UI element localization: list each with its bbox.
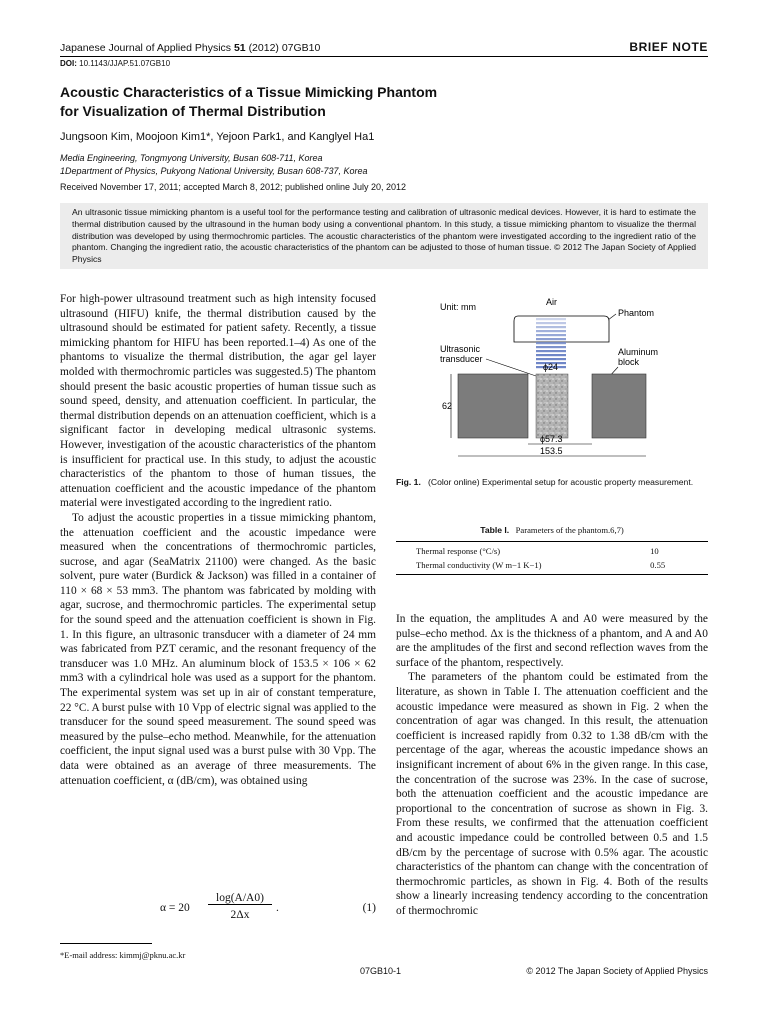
page-number: 07GB10-1 <box>360 966 402 976</box>
doi-link[interactable]: 10.1143/JJAP.51.07GB10 <box>79 59 171 68</box>
footnote-email: *E-mail address: kimmj@pknu.ac.kr <box>60 950 186 960</box>
header-rule <box>60 56 708 57</box>
section-label: BRIEF NOTE <box>629 40 708 54</box>
table-row <box>396 542 708 559</box>
article-title <box>60 83 660 121</box>
equation-number: (1) <box>362 902 376 914</box>
transducer-leader <box>486 359 536 376</box>
equation-denominator: 2Δx <box>230 909 250 921</box>
table-1-caption <box>396 525 708 535</box>
title-line-1: Acoustic Characteristics of a Tissue Mimicking Phantom <box>60 84 438 100</box>
aluminum-block-left <box>458 374 528 438</box>
phantom-sample <box>536 374 568 438</box>
equation-lhs: α = 20 <box>160 902 190 914</box>
journal-name: Japanese Journal of Applied Physics <box>60 42 232 54</box>
journal-issue: (2012) 07GB10 <box>248 42 321 54</box>
fig-unit-label: Unit: mm <box>440 302 476 312</box>
doi-label: DOI: <box>60 59 77 68</box>
journal-volume: 51 <box>233 42 246 54</box>
left-column <box>60 292 376 788</box>
equation-1 <box>160 892 376 928</box>
received-dates: Received November 17, 2011; accepted March 8, 2012; published online July 20, 2012 <box>60 182 407 192</box>
journal-header <box>60 42 320 54</box>
table-cell-value: 0.55 <box>630 558 708 575</box>
table-cell-value: 10 <box>630 542 708 559</box>
table-cell-name: Thermal conductivity (W m−1 K−1) <box>396 558 630 575</box>
phantom-leader <box>608 314 616 320</box>
figure-1 <box>396 294 708 466</box>
fig-block-label: block <box>618 357 640 367</box>
fig-transducer-label: transducer <box>440 354 483 364</box>
table-label: Table I. <box>480 525 510 535</box>
paragraph-method: To adjust the acoustic properties in a tissue mimicking phantom, the attenuation coefficient and the acoustic impedance were measured when the concentrations of thermochromic particles, sucrose, and agar (SeaMatrix 21100) were changed. As the basic solvent, pure water (Burdick & Jackson) was filled in a container of 110 × 68 × 53 mm3. The phantom was fabricated by molding with agar, sucrose, and thermochromic particles. The experimental setup for the sound speed and the attenuation coefficient is shown in Fig. 1. In this figure, an ultrasonic transducer with a diameter of 24 mm was fabricated from PZT ceramic, and the resonant frequency of the transducer was 1.0 MHz. An aluminum block of 153.5 × 106 × 62 mm3 with a cylindrical hole was used as a support for the phantom. The experimental system was set up in air of constant temperature, 22 °C. A burst pulse with 10 Vpp of electric signal was applied to the transducer for the sound speed measurement. The sound speed was measured by the pulse–echo method. Meanwhile, for the attenuation coefficient, the input signal used was a burst pulse with 30 Vpp. The data were obtained as an average of three measurements. The attenuation coefficient, α (dB/cm), was obtained using <box>60 511 376 787</box>
table-1 <box>396 541 708 575</box>
author-list: Jungsoon Kim, Moojoon Kim1*, Yejoon Park1, and Kanglyel Ha1 <box>60 131 375 143</box>
fig-phantom-label: Phantom <box>618 308 655 318</box>
paragraph-intro: For high-power ultrasound treatment such as high intensity focused ultrasound (HIFU) knife, the thermal distribution caused by the ultrasound should be estimated for patient safety. Recently, a tissue mimicking phantom for HIFU has been reported.1–4) As one of the phantoms to visualize the thermal distribution, the agar gel layer molded with thermochromic particles was suggested.5) The phantom should present the basic acoustic properties of human tissue such as sound speed, density, and attenuation coefficient. In particular, the thermal distribution depends on an attenuation coefficient, which is a significant factor in developing medical ultrasonic systems. However, investigation of the acoustic characteristics of the phantom is insufficient for practical use. In this study, to adjust the acoustic characteristics of the phantom to those of human tissues, the attenuation coefficient and the acoustic impedance of the phantom material were investigated according to the ingredient ratio. <box>60 293 376 510</box>
aluminum-block-right <box>592 374 646 438</box>
fig-dim-24: ϕ24 <box>543 362 559 372</box>
table-caption-text: Parameters of the phantom.6,7) <box>515 525 624 535</box>
footer-copyright: © 2012 The Japan Society of Applied Physics <box>526 966 708 976</box>
table-row <box>396 558 708 575</box>
fig-dim-62: 62 <box>442 401 453 411</box>
equation-numerator: log(A/A0) <box>208 892 272 905</box>
fig-caption-text: (Color online) Experimental setup for acoustic property measurement. <box>428 477 694 487</box>
paragraph-equation-explain: In the equation, the amplitudes A and A0 were measured by the pulse–echo method. Δx is the thickness of a phantom, and A and A0 are the amplitudes of the first and second reflection waves from the surface of the phantom, respectively. <box>396 613 708 669</box>
abstract-box: An ultrasonic tissue mimicking phantom is a useful tool for the performance testing and calibration of ultrasonic medical devices. However, it is hard to estimate the thermal distribution caused by the ultrasound in the human body using a conventional phantom. In this study, a tissue mimicking phantom to visualize the thermal distribution was developed by using thermochromic particles. The acoustic characteristics of the phantom were investigated according to the ingredient ratio of the phantom. Changing the ingredient ratio, the acoustic characteristics of the phantom can be adjusted to those of human tissue. © 2012 The Japan Society of Applied Physics <box>60 203 708 269</box>
affiliation-1: Media Engineering, Tongmyong University, Busan 608-711, Korea <box>60 153 323 163</box>
paragraph-results: The parameters of the phantom could be estimated from the literature, as shown in Table I. The attenuation coefficient and the acoustic impedance were measured as shown in Fig. 2 when the concentration of agar was changed. In this result, the attenuation coefficient is increased rapidly from 0.32 to 1.38 dB/cm with the percentage of the agar, whereas the acoustic impedance shows an insignificant increment of about 6% in the given range. In this case, the concentration of the sucrose was 23%. In the case of sucrose, both the attenuation coefficient and the acoustic impedance are proportional to the concentration of sucrose as shown in Fig. 3. From these results, we confirmed that the attenuation coefficient and acoustic impedance could be controlled between 0.5 and 1.5 dB/cm by the percentage of sucrose with 0.5% agar. The acoustic characteristics of the phantom can change with the concentration of thermochromic particles, as shown in Fig. 4. Both of the results show a linearly increasing tendency according to the concentration of thermochromic <box>396 671 708 917</box>
title-line-2: for Visualization of Thermal Distribution <box>60 103 326 119</box>
fig-air-label: Air <box>546 297 557 307</box>
figure-1-svg <box>396 294 708 466</box>
figure-1-caption <box>396 476 708 488</box>
fig-caption-label: Fig. 1. <box>396 477 421 487</box>
fig-ultrasonic-label: Ultrasonic <box>440 344 481 354</box>
table-cell-name: Thermal response (°C/s) <box>396 542 630 559</box>
doi-line <box>60 59 170 68</box>
equation-tail: . <box>276 902 279 914</box>
affiliation-2: 1Department of Physics, Pukyong National University, Busan 608-737, Korea <box>60 166 368 176</box>
fig-dim-153: 153.5 <box>540 446 563 456</box>
footnote-rule <box>60 943 152 944</box>
right-column <box>396 612 708 918</box>
fig-dim-57: ϕ57.3 <box>540 434 563 444</box>
fig-aluminum-label: Aluminum <box>618 347 659 357</box>
